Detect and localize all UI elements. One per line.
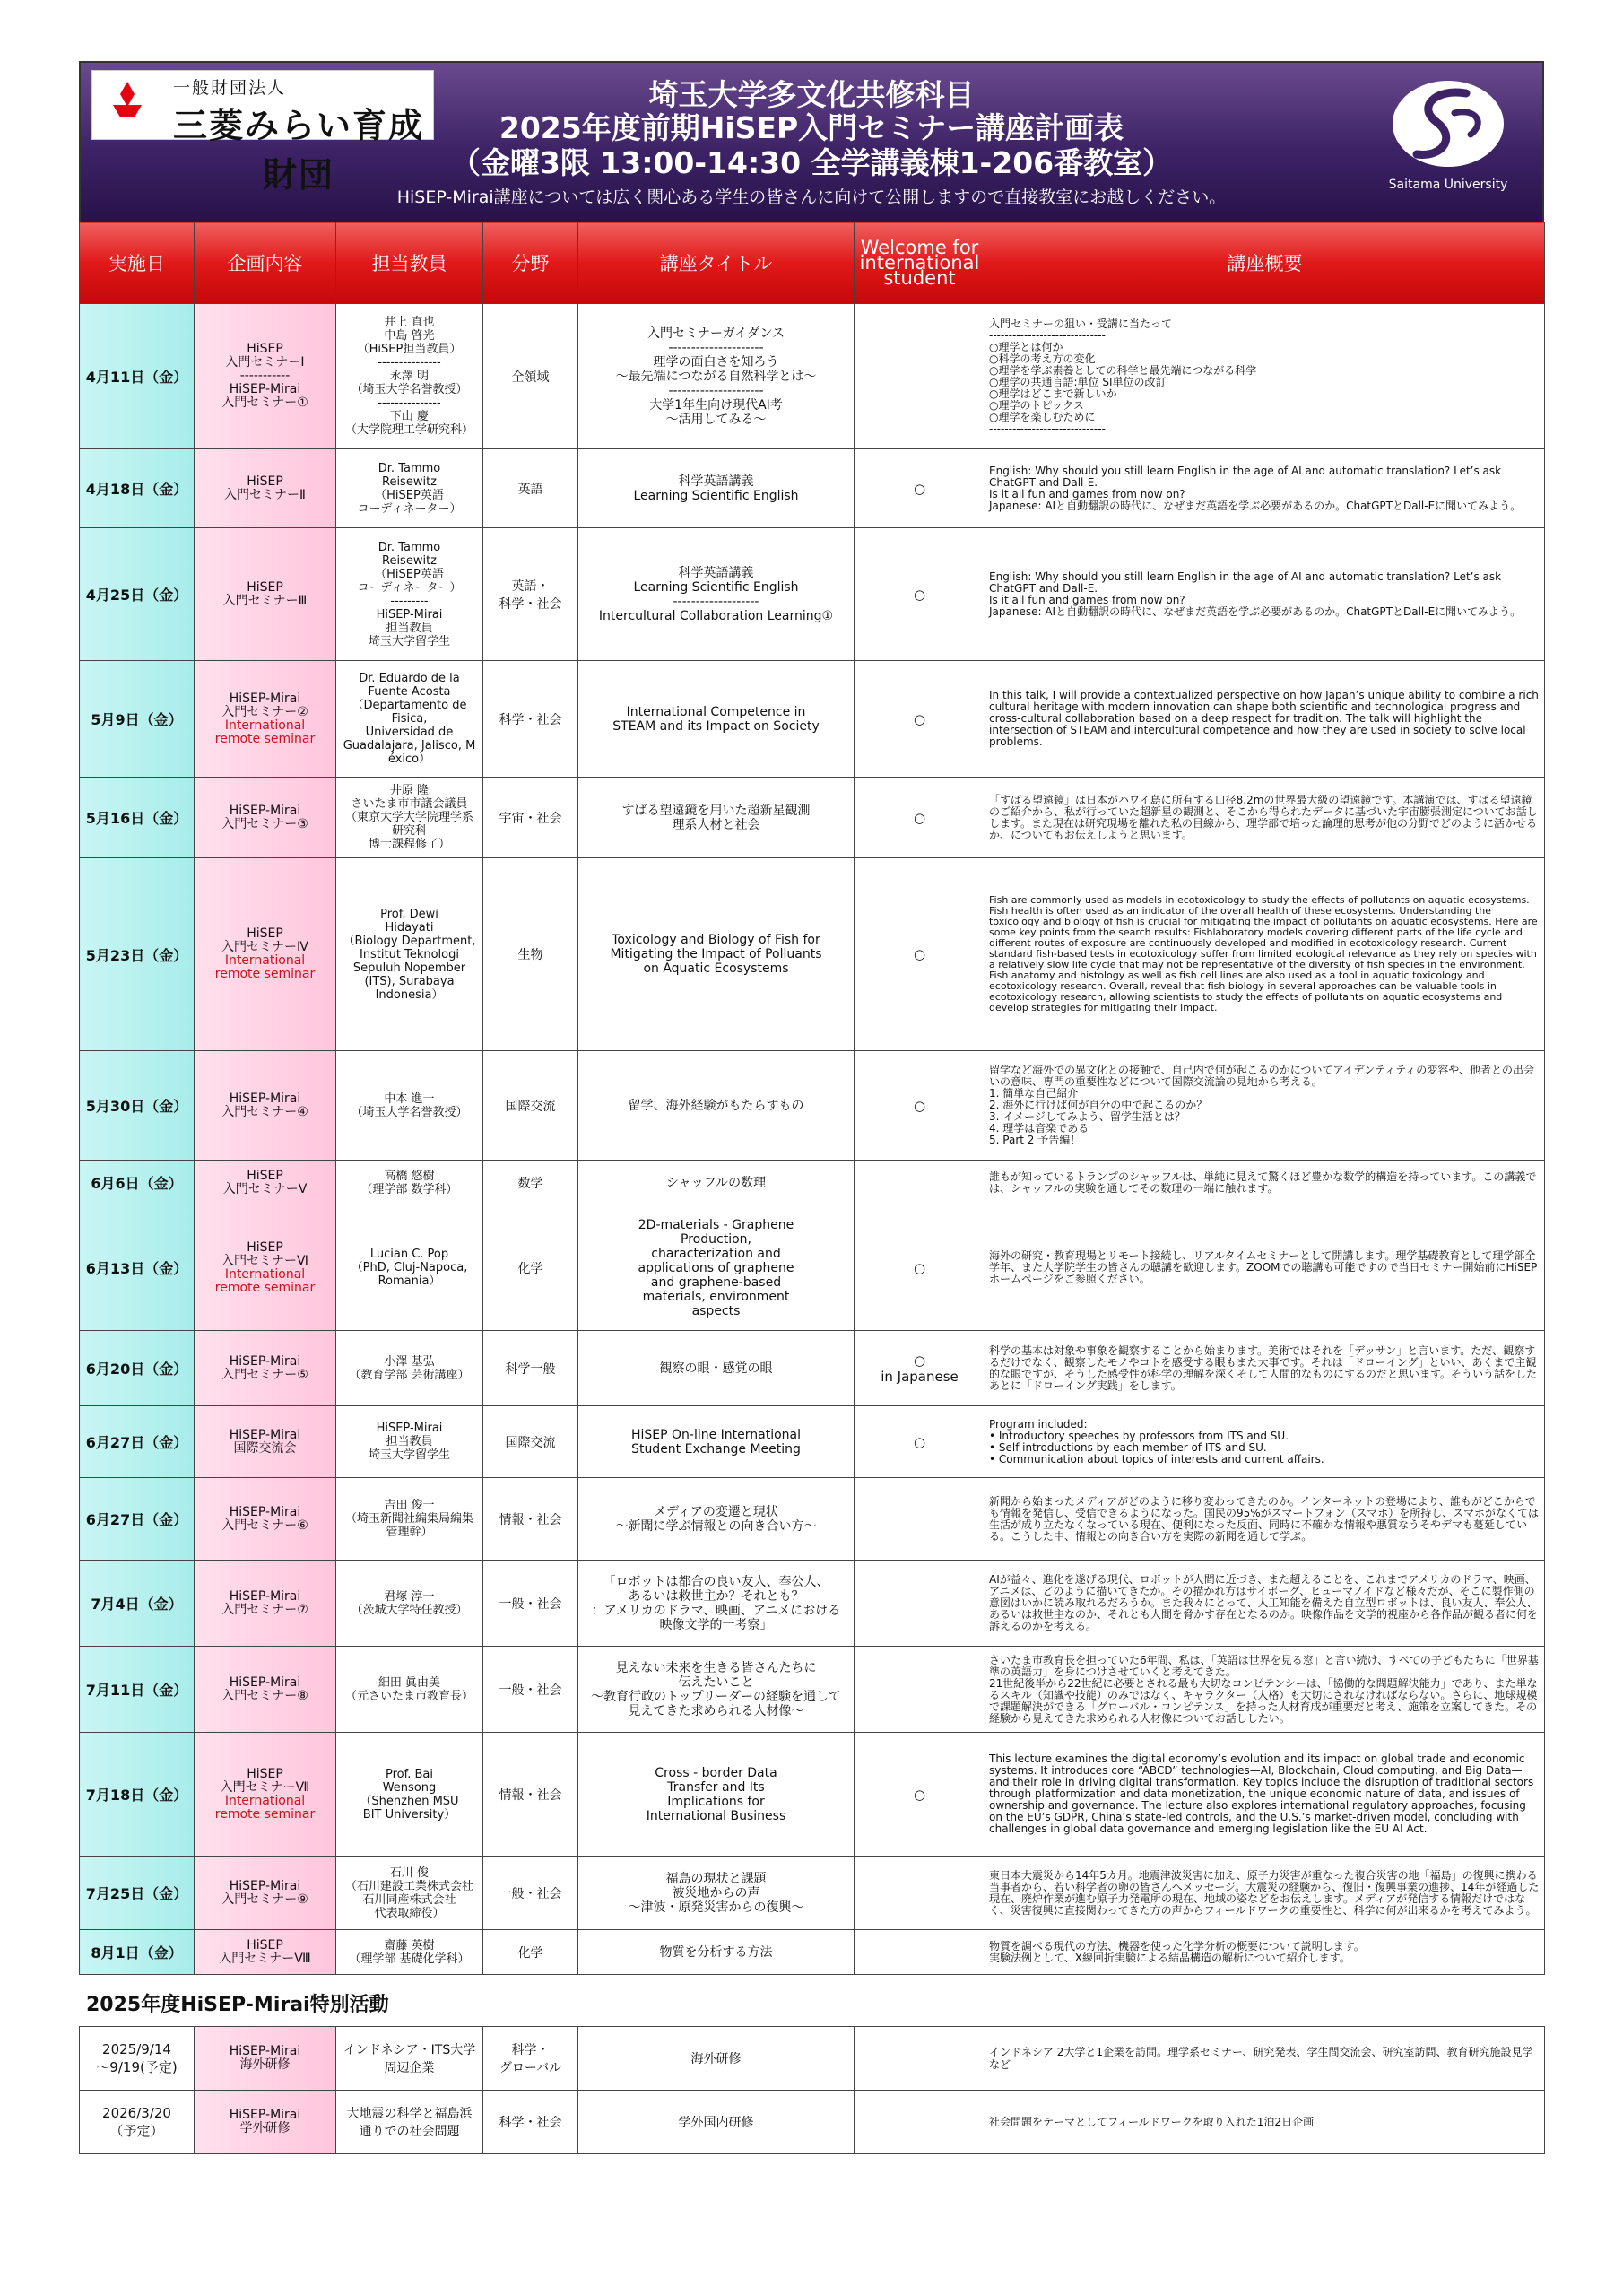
cell-welcome: ○ xyxy=(855,528,985,661)
foundation-name: 三菱みらい育成財団 xyxy=(172,106,424,195)
cell-field: 全領域 xyxy=(483,304,578,449)
cell-title: すばる望遠鏡を用いた超新星観測 理系人材と社会 xyxy=(578,778,855,858)
cell-teacher: Dr. Tammo Reisewitz （HiSEP英語 コーディネーター） --------- HiSEP-Mirai 担当教員 埼玉大学留学生 xyxy=(336,528,483,661)
table-row xyxy=(80,304,1545,449)
cell-field: 宇宙・社会 xyxy=(483,778,578,858)
cell-date: 4月11日（金） xyxy=(80,304,195,449)
table-row xyxy=(80,1331,1545,1406)
cell-overview: 東日本大震災から14年5カ月。地震津波災害に加え、原子力災害が重なった複合災害の地「福島」の復興に携わる当事者から、若い科学者の卵の皆さんへメッセージ。大震災の経験から、復旧・復興事業の進捗、14年が経過した現在、廃炉作業が進む原子力発電所の現在、地域の姿などをお伝えします。メディアが発信する情報だけではなく、災害復興に直接関わってきた方の声からフィールドワークの重要性と、科学に何が出来るかを考えてみよう。 xyxy=(985,1857,1545,1930)
cell-overview: 科学の基本は対象や事象を観察することから始まります。美術ではそれを「デッサン」と言います。ただ、観察するだけでなく、観察したモノやコトを感受する眼もまた大事です。それは「ドローイング」といい、あくまで主観的な眼ですが、そうした感受性が科学の理解を深くそして人間的なものにするのだと思います。そういう話をしたあとに「ドローイング実践」をします。 xyxy=(985,1331,1545,1406)
cell-date: 7月18日（金） xyxy=(80,1733,195,1857)
cell-overview: In this talk, I will provide a contextualized perspective on how Japan’s unique ability to combine a rich cultural heritage with modern innovation can shape both scientific and technological progress and cross-cultural collaboration based on a deep respect for tradition. The talk will highlight the intersection of STEAM and intercultural competence and how they are used in society to solve local problems. xyxy=(985,661,1545,778)
cell-teacher: 吉田 俊一 （埼玉新聞社編集局編集管理幹） xyxy=(336,1478,483,1561)
cell-welcome: ○ xyxy=(855,661,985,778)
cell-field: 国際交流 xyxy=(483,1051,578,1161)
cell-field: 情報・社会 xyxy=(483,1733,578,1857)
cell-teacher: 君塚 淳一 （茨城大学特任教授） xyxy=(336,1561,483,1647)
cell-overview: Program included: • Introductory speeches by professors from ITS and SU. • Self-introductions by each member of ITS and SU. • Communication about topics of interests and current affairs. xyxy=(985,1406,1545,1478)
header-line-3: （金曜3限 13:00-14:30 全学講義棟1-206番教室） xyxy=(450,145,1173,180)
cell-overview: 入門セミナーの狙い・受講に当たって ------------------------------ ○理学とは何か ○科学の考え方の変化 ○理学を学ぶ素養としての科学と最先端につながる科学 ○理学の共通言語:単位 SI単位の改訂 ○理学はどこまで新しいか ○理学のトピックス ○理学を楽しむために ------------------------------ xyxy=(985,304,1545,449)
table-row xyxy=(80,661,1545,778)
cell-field: 一般・社会 xyxy=(483,1561,578,1647)
cell-date: 6月27日（金） xyxy=(80,1406,195,1478)
cell-welcome xyxy=(855,2027,985,2091)
cell-overview: 海外の研究・教育現場とリモート接続し、リアルタイムセミナーとして開講します。理学基礎教育として理学部全学年、また大学院学生の皆さんの聴講を歓迎します。ZOOMでの聴講も可能ですので当日セミナー開始前にHiSEPホームページをご参照ください。 xyxy=(985,1205,1545,1331)
cell-welcome: ○ in Japanese xyxy=(855,1331,985,1406)
cell-title: メディアの変遷と現状 ～新聞に学ぶ情報との向き合い方～ xyxy=(578,1478,855,1561)
table-row xyxy=(80,528,1545,661)
cell-field: 英語・ 科学・社会 xyxy=(483,528,578,661)
cell-welcome xyxy=(855,1478,985,1561)
plan-label: HiSEP-Mirai 入門セミナー⑤ xyxy=(221,1353,308,1382)
cell-title: 福島の現状と課題 被災地からの声 ～津波・原発災害からの復興～ xyxy=(578,1857,855,1930)
cell-overview: インドネシア 2大学と1企業を訪問。理学系セミナー、研究発表、学生間交流会、研究室訪問、教育研究施設見学など xyxy=(985,2027,1545,2091)
cell-title: HiSEP On-line International Student Exchange Meeting xyxy=(578,1406,855,1478)
cell-welcome: ○ xyxy=(855,1406,985,1478)
cell-teacher: 齋藤 英樹 （理学部 基礎化学科） xyxy=(336,1930,483,1975)
cell-date: 6月20日（金） xyxy=(80,1331,195,1406)
cell-teacher: 石川 俊 （石川建設工業株式会社 石川同産株式会社 代表取締役） xyxy=(336,1857,483,1930)
cell-date: 7月4日（金） xyxy=(80,1561,195,1647)
header-note: HiSEP-Mirai講座については広く関心ある学生の皆さんに向けて公開しますので直接教室にお越しください。 xyxy=(396,187,1227,207)
cell-teacher: Prof. Dewi Hidayati （Biology Department, Institut Teknologi Sepuluh Nopember (ITS), Surabaya Indonesia） xyxy=(336,858,483,1051)
cell-field: 生物 xyxy=(483,858,578,1051)
cell-overview: Fish are commonly used as models in ecotoxicology to study the effects of pollutants on aquatic ecosystems. Fish health is often used as an indicator of the overall health of these ecosystems. Understanding the toxicology and biology of fish is crucial for mitigating the impact of pollutants on aquatic ecosystems. Here are some key points from the search results: Fishlaboratory models covering different parts of the life cycle and different routes of exposure are continuously developed and modified in ecotoxicology research. Current standard fish-based tests in ecotoxicology suffer from limited ecological relevance as they rely on species with a relatively slow life cycle that may not be representative of the diversity of fish species in the environment. Fish anatomy and histology as well as fish cell lines are also used as a tool in aquatic toxicology and ecotoxicology research. Overall, reveal that fish biology in several approaches can be valuable tools in ecotoxicology research, allowing scientists to study the effects of pollutants on aquatic ecosystems and develop strategies for mitigating their impact. xyxy=(985,858,1545,1051)
table-row xyxy=(80,1930,1545,1975)
cell-teacher: Lucian C. Pop （PhD, Cluj-Napoca, Romania） xyxy=(336,1205,483,1331)
cell-plan xyxy=(195,1733,336,1857)
table-row xyxy=(80,1478,1545,1561)
cell-teacher: Prof. Bai Wensong （Shenzhen MSU BIT University） xyxy=(336,1733,483,1857)
cell-teacher: 中本 進一 （埼玉大学名誉教授） xyxy=(336,1051,483,1161)
cell-plan xyxy=(195,1051,336,1161)
cell-plan xyxy=(195,528,336,661)
cell-field: 化学 xyxy=(483,1930,578,1975)
cell-field: 国際交流 xyxy=(483,1406,578,1478)
cell-welcome: ○ xyxy=(855,1051,985,1161)
cell-plan xyxy=(195,661,336,778)
cell-title: Cross - border Data Transfer and Its Implications for International Business xyxy=(578,1733,855,1857)
cell-title: 学外国内研修 xyxy=(578,2091,855,2154)
cell-welcome xyxy=(855,304,985,449)
cell-welcome xyxy=(855,1561,985,1647)
table-row xyxy=(80,1205,1545,1331)
cell-overview: English: Why should you still learn English in the age of AI and automatic translation? Let’s ask ChatGPT and Dall-E. Is it all fun and games from now on? Japanese: AIと自動翻訳の時代に、なぜまだ英語を学ぶ必要があるのか。ChatGPTとDall-Eに聞いてみよう。 xyxy=(985,449,1545,528)
cell-date: 4月18日（金） xyxy=(80,449,195,528)
special-activities-title: 2025年度HiSEP-Mirai特別活動 xyxy=(86,1994,389,2016)
cell-plan xyxy=(195,1331,336,1406)
foundation-type: 一般財団法人 xyxy=(173,78,287,98)
table-row xyxy=(80,1561,1545,1647)
cell-plan xyxy=(195,778,336,858)
university-logo xyxy=(1381,72,1515,197)
cell-field: 一般・社会 xyxy=(483,1647,578,1733)
col-header-plan: 企画内容 xyxy=(195,222,336,304)
table-row xyxy=(80,1406,1545,1478)
cell-date: 2025/9/14 ～9/19(予定) xyxy=(80,2027,195,2091)
col-header-title: 講座タイトル xyxy=(578,222,855,304)
plan-label: HiSEP-Mirai 入門セミナー④ xyxy=(221,1091,308,1119)
cell-title: Toxicology and Biology of Fish for Mitigating the Impact of Polluants on Aquatic Ecosystems xyxy=(578,858,855,1051)
plan-label: HiSEP-Mirai 入門セミナー② xyxy=(221,691,308,719)
col-header-date: 実施日 xyxy=(80,222,195,304)
plan-label: HiSEP 入門セミナーⅠ ----------- HiSEP-Mirai 入門セミナー① xyxy=(221,342,308,410)
cell-teacher: 大地震の科学と福島浜 通りでの社会問題 xyxy=(336,2091,483,2154)
cell-welcome: ○ xyxy=(855,778,985,858)
cell-teacher: HiSEP-Mirai 担当教員 埼玉大学留学生 xyxy=(336,1406,483,1478)
cell-title: シャッフルの数理 xyxy=(578,1161,855,1205)
cell-teacher: Dr. Eduardo de la Fuente Acosta （Departamento de Fisica, Universidad de Guadalajara, Jalisco, M éxico） xyxy=(336,661,483,778)
cell-date: 5月9日（金） xyxy=(80,661,195,778)
international-remote-badge: International remote seminar xyxy=(214,1266,316,1295)
cell-overview: さいたま市教育長を担っていた6年間、私は、「英語は世界を見る窓」と言い続け、すべての子どもたちに「世界基準の英語力」を身につけさせていくと考えてきた。 21世紀後半から22世紀に必要とされる最も大切なコンピテンシーは、「協働的な問題解決能力」であり、また単なるスキル（知識や技能）のみではなく、キャラクター（人格）も大切にされなければならない。さらに、地球規模で課題解決ができる「グローバル・コンピテンス」を持った人材育成が重要だと考え、施策を立案してきた。その経験から見えてきた求められる人材像についてお話ししたい。 xyxy=(985,1647,1545,1733)
col-header-overview: 講座概要 xyxy=(985,222,1545,304)
table-row xyxy=(80,778,1545,858)
cell-field: 科学・ グローバル xyxy=(483,2027,578,2091)
international-remote-badge: International remote seminar xyxy=(214,718,316,746)
cell-title: 物質を分析する方法 xyxy=(578,1930,855,1975)
cell-title: 留学、海外経験がもたらすもの xyxy=(578,1051,855,1161)
plan-label: HiSEP 入門セミナーⅧ xyxy=(219,1937,311,1966)
cell-plan xyxy=(195,304,336,449)
cell-date: 7月11日（金） xyxy=(80,1647,195,1733)
table-row xyxy=(80,449,1545,528)
plan-label: HiSEP 入門セミナーⅡ xyxy=(224,474,306,502)
cell-plan xyxy=(195,1561,336,1647)
plan-label: HiSEP 入門セミナーⅣ xyxy=(221,926,308,954)
plan-label: HiSEP 入門セミナーⅤ xyxy=(222,1168,308,1196)
table-row xyxy=(80,1733,1545,1857)
cell-date: 2026/3/20 （予定） xyxy=(80,2091,195,2154)
header-line-2: 2025年度前期HiSEP入門セミナー講座計画表 xyxy=(499,110,1124,145)
cell-overview: English: Why should you still learn English in the age of AI and automatic translation? Let’s ask ChatGPT and Dall-E. Is it all fun and games from now on? Japanese: AIと自動翻訳の時代に、なぜまだ英語を学ぶ必要があるのか。ChatGPTとDall-Eに聞いてみよう。 xyxy=(985,528,1545,661)
cell-teacher: Dr. Tammo Reisewitz （HiSEP英語 コーディネーター） xyxy=(336,449,483,528)
international-remote-badge: International remote seminar xyxy=(214,953,316,981)
plan-label: HiSEP-Mirai 国際交流会 xyxy=(229,1427,301,1456)
cell-teacher: 井原 隆 さいたま市市議会議員 （東京大学大学院理学系研究科 博士課程修了） xyxy=(336,778,483,858)
plan-label: HiSEP-Mirai 入門セミナー③ xyxy=(221,803,308,831)
cell-plan xyxy=(195,1930,336,1975)
special-row xyxy=(80,2091,1545,2154)
cell-date: 6月27日（金） xyxy=(80,1478,195,1561)
cell-date: 5月23日（金） xyxy=(80,858,195,1051)
cell-overview: 誰もが知っているトランプのシャッフルは、単純に見えて驚くほど豊かな数学的構造を持っています。この講義では、シャッフルの実験を通してその数理の一端に触れます。 xyxy=(985,1161,1545,1205)
cell-field: 化学 xyxy=(483,1205,578,1331)
cell-date: 5月16日（金） xyxy=(80,778,195,858)
cell-date: 6月13日（金） xyxy=(80,1205,195,1331)
cell-plan: HiSEP-Mirai 海外研修 xyxy=(195,2027,336,2091)
cell-plan xyxy=(195,1406,336,1478)
cell-welcome: ○ xyxy=(855,858,985,1051)
cell-title: 2D-materials - Graphene Production, characterization and applications of graphene and graphene-based materials, environment aspects xyxy=(578,1205,855,1331)
cell-title: International Competence in STEAM and its Impact on Society xyxy=(578,661,855,778)
cell-date: 5月30日（金） xyxy=(80,1051,195,1161)
cell-overview: 留学など海外での異文化との接触で、自己内で何が起こるのかについてアイデンティティの変容や、他者との出会いの意味、専門の重要性などについて国際交流論の見地から考える。 1. 簡単な自己紹介 2. 海外に行けば何が自分の中で起こるのか？ 3. イメージしてみよう、留学生活とは？ 4. 理学は音楽である 5. Part 2 予告編！ xyxy=(985,1051,1545,1161)
cell-title: 海外研修 xyxy=(578,2027,855,2091)
plan-label: HiSEP-Mirai 入門セミナー⑥ xyxy=(221,1504,308,1533)
cell-title: 観察の眼・感覚の眼 xyxy=(578,1331,855,1406)
table-row xyxy=(80,1161,1545,1205)
header-line-1: 埼玉大学多文化共修科目 xyxy=(648,77,975,112)
table-row xyxy=(80,1647,1545,1733)
cell-plan xyxy=(195,1647,336,1733)
col-header-teacher: 担当教員 xyxy=(336,222,483,304)
cell-overview: This lecture examines the digital economy’s evolution and its impact on global trade and economic systems. It introduces core “ABCD” technologies—AI, Blockchain, Cloud computing, and Big Data—and their role in driving digital transformation. Key topics include the disruption of traditional sectors through platformization and data monetization, the unique economic nature of data, and issues of ownership and governance. The lecture also explores international regulatory approaches, focusing on the EU’s GDPR, China’s state-led controls, and the U.S.’s market-driven model, concluding with challenges in global data governance and emerging legislation like the EU AI Act. xyxy=(985,1733,1545,1857)
cell-date: 8月1日（金） xyxy=(80,1930,195,1975)
plan-label: HiSEP 入門セミナーⅢ xyxy=(222,579,308,608)
international-remote-badge: International remote seminar xyxy=(214,1793,316,1822)
cell-field: 情報・社会 xyxy=(483,1478,578,1561)
cell-plan xyxy=(195,1478,336,1561)
cell-teacher: 高橋 悠樹 （理学部 数学科） xyxy=(336,1161,483,1205)
col-header-welcome: Welcome for international student xyxy=(855,222,985,304)
cell-title: 見えない未来を生きる皆さんたちに 伝えたいこと ～教育行政のトップリーダーの経験を通して 見えてきた求められる人材像～ xyxy=(578,1647,855,1733)
cell-plan xyxy=(195,1205,336,1331)
cell-welcome xyxy=(855,1930,985,1975)
cell-plan xyxy=(195,1161,336,1205)
table-row xyxy=(80,1051,1545,1161)
col-header-field: 分野 xyxy=(483,222,578,304)
cell-plan xyxy=(195,858,336,1051)
cell-welcome: ○ xyxy=(855,1733,985,1857)
cell-overview: 新聞から始まったメディアがどのように移り変わってきたのか。インターネットの登場により、誰もがどこからでも情報を発信し、受信できるようになった。国民の95%がスマートフォン（スマホ）を所持し、スマホがなくては生活が成り立たなくなっている現在、便利になった反面、同時に不確かな情報や悪質なうそやデマも蔓延している。こうした中、情報との向き合い方を実際の新聞を通して学ぶ。 xyxy=(985,1478,1545,1561)
schedule-table xyxy=(79,222,1545,1975)
cell-teacher: 小澤 基弘 （教育学部 芸術講座） xyxy=(336,1331,483,1406)
cell-field: 英語 xyxy=(483,449,578,528)
special-activities-body xyxy=(80,2027,1545,2154)
cell-overview: 物質を調べる現代の方法、機器を使った化学分析の概要について説明します。 実験法例として、X線回折実験による結晶構造の解析について紹介します。 xyxy=(985,1930,1545,1975)
header-banner xyxy=(79,61,1544,222)
plan-label: HiSEP-Mirai 入門セミナー⑦ xyxy=(221,1588,308,1617)
page xyxy=(79,61,1544,2154)
cell-field: 数学 xyxy=(483,1161,578,1205)
special-row xyxy=(80,2027,1545,2091)
cell-title: 「ロボットは都合の良い友人、奉公人、 あるいは救世主か？それとも？ ：アメリカのドラマ、映画、アニメにおける 映像文学的一考察」 xyxy=(578,1561,855,1647)
cell-welcome xyxy=(855,2091,985,2154)
cell-plan: HiSEP-Mirai 学外研修 xyxy=(195,2091,336,2154)
cell-date: 4月25日（金） xyxy=(80,528,195,661)
university-emblem-icon xyxy=(1381,72,1515,176)
plan-label: HiSEP 入門セミナーⅦ xyxy=(220,1766,310,1795)
table-row xyxy=(80,858,1545,1051)
cell-field: 科学・社会 xyxy=(483,661,578,778)
plan-label: HiSEP-Mirai 入門セミナー⑨ xyxy=(221,1878,308,1907)
cell-overview: 社会問題をテーマとしてフィールドワークを取り入れた1泊2日企画 xyxy=(985,2091,1545,2154)
cell-field: 一般・社会 xyxy=(483,1857,578,1930)
cell-title: 科学英語講義 Learning Scientific English xyxy=(578,449,855,528)
cell-title: 入門セミナーガイダンス --------------------- 理学の面白さを知ろう ～最先端につながる自然科学とは～ --------------------- 大学1年生向け現代AI考 ～活用してみる～ xyxy=(578,304,855,449)
table-row xyxy=(80,1857,1545,1930)
cell-teacher: 細田 眞由美 （元さいたま市教育長） xyxy=(336,1647,483,1733)
university-name: Saitama University xyxy=(1388,178,1508,192)
cell-title: 科学英語講義 Learning Scientific English ------------------- Intercultural Collaboration Learning① xyxy=(578,528,855,661)
cell-welcome: ○ xyxy=(855,1205,985,1331)
schedule-body xyxy=(80,304,1545,1975)
cell-overview: 「すばる望遠鏡」は日本がハワイ島に所有する口径8.2mの世界最大級の望遠鏡です。本講演では、すばる望遠鏡のご紹介から、私が行っていた超新星の観測と、そこから得られたデータに基づいた宇宙膨張測定についてお話しします。また現在は研究現場を離れた私の目線から、理学部で培った論理的思考が他の分野でどのように活かせるか、についてもお伝えしようと思います。 xyxy=(985,778,1545,858)
cell-welcome xyxy=(855,1161,985,1205)
cell-plan xyxy=(195,1857,336,1930)
cell-plan xyxy=(195,449,336,528)
cell-date: 7月25日（金） xyxy=(80,1857,195,1930)
cell-date: 6月6日（金） xyxy=(80,1161,195,1205)
special-activities-table xyxy=(79,2026,1545,2154)
cell-welcome xyxy=(855,1647,985,1733)
cell-teacher: インドネシア・ITS大学 周辺企業 xyxy=(336,2027,483,2091)
cell-overview: AIが益々、進化を遂げる現代、ロボットが人間に近づき、また超えることを、これまでアメリカのドラマ、映画、アニメは、どのように描いてきたか。その描かれ方はサイボーグ、ヒューマノイドなど様々だが、そこに製作側の意図はいかに読み取れるだろうか。また我々にとって、人工知能を備えた自立型ロボットは、良い友人、奉公人、あるいは救世主なのか、それとも人間を脅かす存在となるのか。映像作品を文学的視座から各作品が観る者に何を訴えるのかを考える。 xyxy=(985,1561,1545,1647)
cell-welcome xyxy=(855,1857,985,1930)
plan-label: HiSEP 入門セミナーⅥ xyxy=(221,1239,308,1268)
table-header-row xyxy=(80,222,1545,304)
cell-field: 科学・社会 xyxy=(483,2091,578,2154)
cell-teacher: 井上 直也 中島 啓光 （HiSEP担当教員） --------------- 永澤 明 （埼玉大学名誉教授） --------------- 下山 慶 （大学院理工学研究科） xyxy=(336,304,483,449)
cell-welcome: ○ xyxy=(855,449,985,528)
cell-field: 科学一般 xyxy=(483,1331,578,1406)
plan-label: HiSEP-Mirai 入門セミナー⑧ xyxy=(221,1674,308,1703)
